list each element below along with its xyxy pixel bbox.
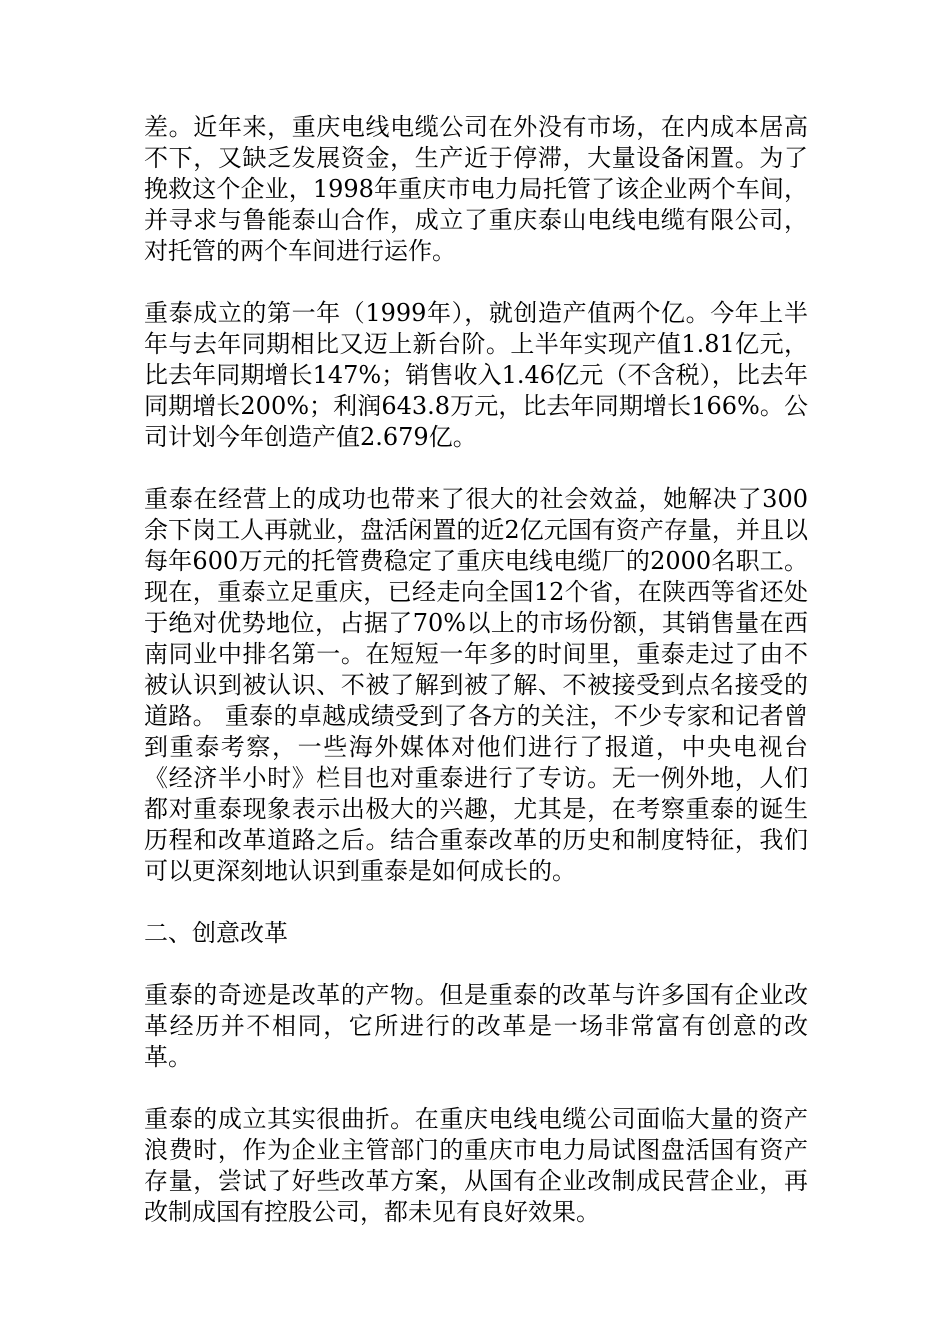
- paragraph-intro: 差。近年来，重庆电线电缆公司在外没有市场，在内成本居高不下，又缺乏发展资金，生产近于停滞，大量设备闲置。为了挽救这个企业，1998年重庆市电力局托管了该企业两个车间，并寻求与鲁能泰山合作，成立了重庆泰山电线电缆有限公司，对托管的两个车间进行运作。: [144, 113, 808, 265]
- paragraph-reform-intro: 重泰的奇迹是改革的产物。但是重泰的改革与许多国有企业改革经历并不相同，它所进行的改革是一场非常富有创意的改革。: [144, 981, 808, 1071]
- paragraph-reform-history: 重泰的成立其实很曲折。在重庆电线电缆公司面临大量的资产浪费时，作为企业主管部门的重庆市电力局试图盘活国有资产存量，尝试了好些改革方案，从国有企业改制成民营企业，再改制成国有控股公司，都未见有良好效果。: [144, 1105, 808, 1226]
- paragraph-performance: 重泰成立的第一年（1999年），就创造产值两个亿。今年上半年与去年同期相比又迈上新台阶。上半年实现产值1.81亿元，比去年同期增长147%；销售收入1.46亿元（不含税），比去年同期增长200%；利润643.8万元，比去年同期增长166%。公司计划今年创造产值2.679亿。: [144, 299, 808, 451]
- document-page: [144, 112, 808, 1259]
- paragraph-social-benefit: 重泰在经营上的成功也带来了很大的社会效益，她解决了300余下岗工人再就业，盘活闲置的近2亿元国有资产存量，并且以每年600万元的托管费稳定了重庆电线电缆厂的2000名职工。现在，重泰立足重庆，已经走向全国12个省，在陕西等省还处于绝对优势地位，占据了70%以上的市场份额，其销售量在西南同业中排名第一。在短短一年多的时间里，重泰走过了由不被认识到被认识、不被了解到被了解、不被接受到点名接受的道路。 重泰的卓越成绩受到了各方的关注，不少专家和记者曾到重泰考察，一些海外媒体对他们进行了报道，中央电视台《经济半小时》栏目也对重泰进行了专访。无一例外地，人们都对重泰现象表示出极大的兴趣，尤其是，在考察重泰的诞生历程和改革道路之后。结合重泰改革的历史和制度特征，我们可以更深刻地认识到重泰是如何成长的。: [144, 485, 808, 885]
- section-heading: 二、创意改革: [144, 919, 288, 947]
